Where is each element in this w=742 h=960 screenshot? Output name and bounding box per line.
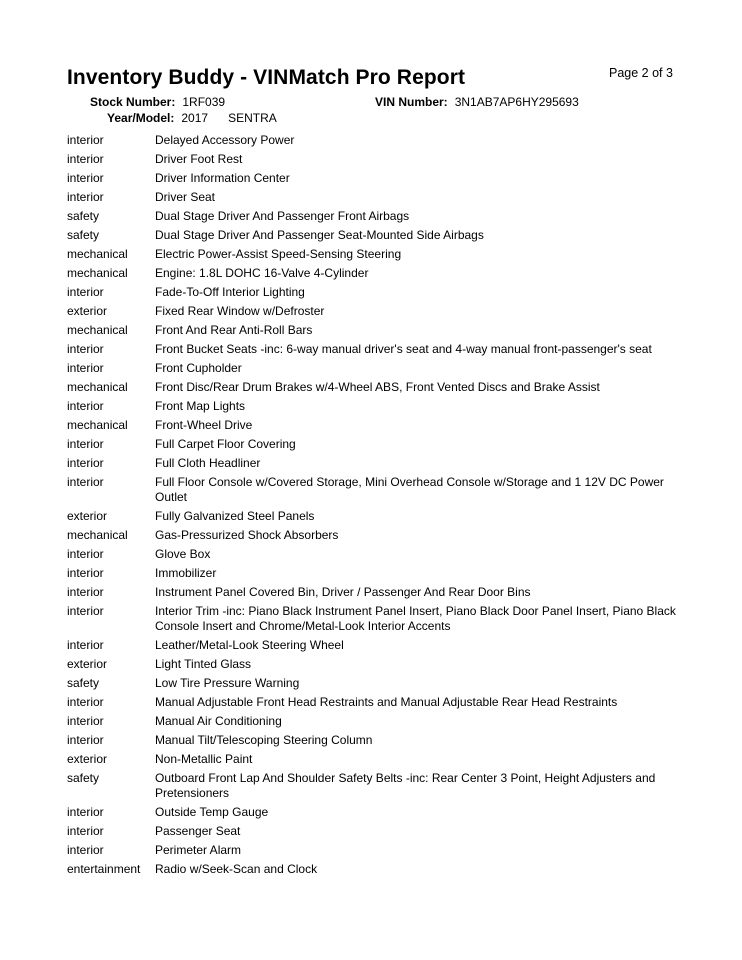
year-value: 2017 [181,111,209,125]
feature-row [67,509,677,524]
feature-description: Full Floor Console w/Covered Storage, Mini Overhead Console w/Storage and 1 12V DC Power Outlet [155,475,664,504]
stock-number-label: Stock Number: [90,95,176,109]
feature-description: Front Disc/Rear Drum Brakes w/4-Wheel ABS, Front Vented Discs and Brake Assist [155,380,600,394]
page-number: Page 2 of 3 [609,66,673,80]
feature-description: Front-Wheel Drive [155,418,253,432]
feature-category: mechanical [67,266,128,280]
feature-category: interior [67,456,104,470]
feature-description: Driver Information Center [155,171,290,185]
feature-description: Outside Temp Gauge [155,805,269,819]
feature-category: interior [67,824,104,838]
feature-description: Delayed Accessory Power [155,133,295,147]
feature-category: mechanical [67,528,128,542]
feature-category: entertainment [67,862,141,876]
feature-row [67,585,677,600]
feature-category: interior [67,733,104,747]
feature-category: interior [67,342,104,356]
feature-description: Immobilizer [155,566,217,580]
feature-category: interior [67,566,104,580]
feature-category: mechanical [67,323,128,337]
feature-description: Instrument Panel Covered Bin, Driver / Passenger And Rear Door Bins [155,585,531,599]
feature-category: interior [67,585,104,599]
feature-row [67,228,677,243]
feature-row [67,399,677,414]
feature-row [67,437,677,452]
feature-description: Manual Adjustable Front Head Restraints and Manual Adjustable Rear Head Restraints [155,695,618,709]
feature-row [67,638,677,653]
feature-category: interior [67,638,104,652]
feature-description: Non-Metallic Paint [155,752,253,766]
feature-row [67,676,677,691]
feature-category: safety [67,228,100,242]
feature-description: Driver Seat [155,190,216,204]
feature-row [67,285,677,300]
feature-category: interior [67,475,104,489]
feature-row [67,266,677,281]
report-title: Inventory Buddy - VINMatch Pro Report [67,66,466,89]
feature-description: Front Map Lights [155,399,246,413]
feature-category: safety [67,676,100,690]
feature-row [67,733,677,748]
feature-description: Radio w/Seek-Scan and Clock [155,862,318,876]
feature-description: Full Carpet Floor Covering [155,437,296,451]
feature-category: interior [67,805,104,819]
feature-category: interior [67,133,104,147]
feature-category: interior [67,843,104,857]
feature-description: Interior Trim -inc: Piano Black Instrument Panel Insert, Piano Black Door Panel Insert, Piano Black Console Insert and Chrome/Metal-Look Interior Accents [155,604,676,633]
feature-description: Low Tire Pressure Warning [155,676,300,690]
feature-row [67,380,677,395]
feature-description: Fixed Rear Window w/Defroster [155,304,325,318]
feature-category: exterior [67,657,108,671]
feature-row [67,361,677,376]
vin-number [375,95,579,109]
feature-list [67,133,677,881]
feature-description: Passenger Seat [155,824,241,838]
feature-row [67,695,677,710]
feature-row [67,171,677,186]
feature-row [67,566,677,581]
feature-row [67,657,677,672]
feature-category: interior [67,171,104,185]
feature-row [67,323,677,338]
feature-row [67,547,677,562]
feature-row [67,862,677,877]
feature-description: Manual Tilt/Telescoping Steering Column [155,733,373,747]
feature-description: Front Cupholder [155,361,242,375]
feature-description: Outboard Front Lap And Shoulder Safety Belts -inc: Rear Center 3 Point, Height Adjusters and Pretensioners [155,771,656,800]
feature-category: mechanical [67,247,128,261]
feature-row [67,209,677,224]
feature-description: Electric Power-Assist Speed-Sensing Steering [155,247,402,261]
feature-category: interior [67,604,104,618]
feature-category: exterior [67,509,108,523]
feature-description: Front And Rear Anti-Roll Bars [155,323,313,337]
feature-category: interior [67,399,104,413]
feature-row [67,456,677,471]
feature-description: Driver Foot Rest [155,152,243,166]
feature-row [67,752,677,767]
feature-description: Leather/Metal-Look Steering Wheel [155,638,344,652]
feature-category: safety [67,771,100,785]
feature-category: exterior [67,752,108,766]
feature-category: interior [67,695,104,709]
feature-description: Manual Air Conditioning [155,714,282,728]
feature-category: interior [67,190,104,204]
feature-category: interior [67,152,104,166]
feature-category: exterior [67,304,108,318]
feature-row [67,247,677,262]
feature-category: mechanical [67,380,128,394]
feature-description: Perimeter Alarm [155,843,242,857]
stock-number [90,95,225,109]
feature-row [67,843,677,858]
vin-number-label: VIN Number: [375,95,448,109]
feature-description: Front Bucket Seats -inc: 6-way manual driver's seat and 4-way manual front-passenger's seat [155,342,652,356]
feature-row [67,771,677,801]
feature-row [67,528,677,543]
feature-row [67,604,677,634]
year-model-label: Year/Model: [107,111,175,125]
feature-description: Dual Stage Driver And Passenger Seat-Mounted Side Airbags [155,228,484,242]
feature-row [67,152,677,167]
feature-description: Fully Galvanized Steel Panels [155,509,315,523]
feature-row [67,133,677,148]
feature-row [67,475,677,505]
feature-description: Full Cloth Headliner [155,456,261,470]
feature-category: interior [67,361,104,375]
vin-number-value: 3N1AB7AP6HY295693 [454,95,579,109]
model-value: SENTRA [228,111,277,125]
feature-description: Engine: 1.8L DOHC 16-Valve 4-Cylinder [155,266,369,280]
feature-row [67,714,677,729]
stock-number-value: 1RF039 [182,95,226,109]
feature-description: Light Tinted Glass [155,657,252,671]
year-model [107,111,277,125]
feature-row [67,805,677,820]
feature-row [67,190,677,205]
feature-description: Glove Box [155,547,211,561]
feature-row [67,304,677,319]
feature-category: mechanical [67,418,128,432]
feature-category: interior [67,437,104,451]
feature-category: interior [67,714,104,728]
feature-description: Gas-Pressurized Shock Absorbers [155,528,339,542]
feature-description: Dual Stage Driver And Passenger Front Airbags [155,209,410,223]
feature-description: Fade-To-Off Interior Lighting [155,285,305,299]
feature-row [67,824,677,839]
feature-category: interior [67,547,104,561]
feature-row [67,418,677,433]
feature-row [67,342,677,357]
feature-category: interior [67,285,104,299]
feature-category: safety [67,209,100,223]
